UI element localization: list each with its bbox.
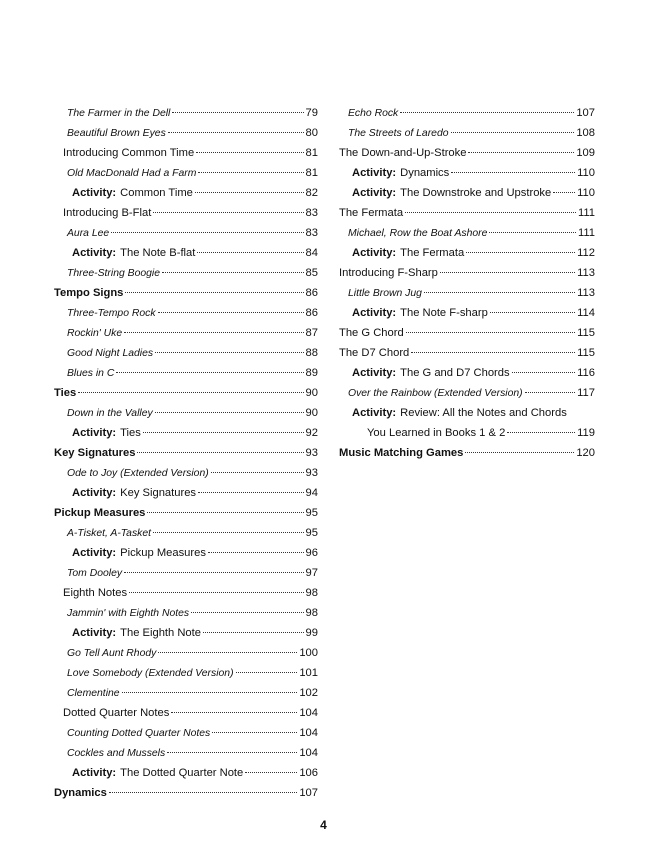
toc-entry-page: 80 [305,127,318,139]
page-number: 4 [320,818,327,832]
toc-entry-title [63,203,151,223]
toc-entry-page: 94 [305,487,318,499]
toc-entry-title [72,483,196,503]
toc-entry-title [348,284,422,304]
toc-entry-page: 107 [299,787,318,799]
toc-entry [339,163,595,183]
dot-leader [440,272,575,273]
toc-entry-page: 106 [299,767,318,779]
dot-leader [203,632,304,633]
toc-entry-text: Blues in C [67,368,115,379]
toc-entry [339,323,595,343]
toc-entry [54,143,318,163]
toc-entry-text: Love Somebody (Extended Version) [67,668,234,679]
toc-entry-text: Introducing B-Flat [63,207,152,219]
toc-entry-text: Counting Dotted Quarter Notes [67,728,211,739]
toc-entry [54,783,318,803]
toc-entry-page: 115 [577,327,595,339]
activity-label: Activity: [72,627,117,639]
toc-entry-text: Clementine [67,688,120,699]
dot-leader [198,172,303,173]
toc-entry-text: Dynamics [400,167,450,179]
dot-leader [78,392,303,393]
toc-entry-page: 113 [577,267,595,279]
toc-entry-page: 112 [577,247,595,259]
toc-entry-text: Rockin' Uke [67,328,123,339]
dot-leader [122,692,298,693]
toc-entry-page: 89 [305,367,318,379]
toc-entry-page: 104 [299,727,318,739]
toc-entry [54,763,318,783]
toc-entry-title [339,443,463,463]
toc-entry-text: Pickup Measures [120,547,206,559]
activity-label: Activity: [72,547,117,559]
toc-entry-page: 102 [299,687,318,699]
toc-entry-page: 109 [576,147,595,159]
toc-entry-title [67,304,156,324]
toc-entry [54,583,318,603]
dot-leader [155,352,303,353]
toc-entry [339,123,595,143]
toc-entry-text: Key Signatures [54,447,136,459]
toc-entry-title [67,464,209,484]
toc-entry-text: Little Brown Jug [348,288,422,299]
toc-entry-page: 99 [305,627,318,639]
toc-entry-text: The Fermata [339,207,404,219]
dot-leader [468,152,574,153]
toc-entry [54,243,318,263]
toc-entry-text: Pickup Measures [54,507,146,519]
toc-entry-title [67,524,151,544]
toc-entry-title [54,503,145,523]
activity-label: Activity: [72,427,117,439]
toc-entry [54,183,318,203]
toc-entry-text: Music Matching Games [339,447,464,459]
dot-leader [153,532,304,533]
toc-entry-title [63,143,194,163]
toc-entry-text: Jammin' with Eighth Notes [67,608,190,619]
toc-entry-page: 116 [577,367,595,379]
toc-entry-page: 110 [577,167,595,179]
toc-entry [339,423,595,443]
dot-leader [197,252,303,253]
toc-entry [54,223,318,243]
dot-leader [143,432,304,433]
toc-entry-text: Three-Tempo Rock [67,308,156,319]
toc-entry [54,263,318,283]
dot-leader [451,132,575,133]
dot-leader [155,412,304,413]
toc-entry-page: 83 [305,207,318,219]
toc-entry-title [54,443,135,463]
toc-entry-title [72,183,193,203]
dot-leader [208,552,304,553]
toc-entry-page: 108 [576,127,595,139]
toc-entry-page: 117 [577,387,595,399]
toc-entry-title [352,163,449,183]
toc-entry-page: 110 [577,187,595,199]
dot-leader [411,352,575,353]
dot-leader [512,372,576,373]
toc-entry-text: Dynamics [54,787,107,799]
activity-label: Activity: [352,307,397,319]
toc-entry-title [72,543,206,563]
toc-entry [339,443,595,463]
toc-entry [339,263,595,283]
toc-entry-title [352,183,551,203]
toc-entry-text: Tempo Signs [54,287,124,299]
toc-entry-text: Aura Lee [67,228,110,239]
toc-entry-page: 115 [577,347,595,359]
toc-entry-text: The G and D7 Chords [400,367,510,379]
toc-entry [339,303,595,323]
toc-entry-page: 93 [305,447,318,459]
toc-entry [54,603,318,623]
toc-entry-text: You Learned in Books 1 & 2 [367,427,506,439]
toc-entry-text: Over the Rainbow (Extended Version) [348,388,523,399]
toc-entry-text: Introducing Common Time [63,147,195,159]
toc-entry [339,283,595,303]
dot-leader [212,732,297,733]
toc-entry-text: The Streets of Laredo [348,128,449,139]
toc-entry-text: A-Tisket, A-Tasket [67,528,152,539]
toc-entry-page: 92 [305,427,318,439]
toc-entry [54,463,318,483]
toc-entry-title [67,644,156,664]
activity-label: Activity: [72,487,117,499]
dot-leader [211,472,304,473]
toc-entry-text: Dotted Quarter Notes [63,707,170,719]
dot-leader [236,672,298,673]
toc-entry-title [348,224,487,244]
dot-leader [125,292,303,293]
toc-entry-title [67,664,234,684]
toc-entry-page: 81 [305,147,318,159]
toc-entry [54,203,318,223]
toc-entry-page: 82 [305,187,318,199]
dot-leader [167,752,297,753]
toc-entry-title [72,763,243,783]
toc-entry-title [54,783,107,803]
toc-entry-title [67,724,210,744]
toc-entry [339,343,595,363]
toc-entry-title [67,604,189,624]
toc-entry [54,743,318,763]
toc-entry-title [67,104,170,124]
toc-entry-title [339,323,404,343]
toc-entry [339,203,595,223]
toc-entry-page: 111 [577,207,595,219]
toc-entry [54,643,318,663]
toc-entry-text: The Note F-sharp [400,307,488,319]
dot-leader [196,152,303,153]
toc-entry-title [352,243,464,263]
toc-entry [54,563,318,583]
toc-right-column [339,103,595,463]
dot-leader [507,432,575,433]
toc-entry-text: Good Night Ladies [67,348,154,359]
toc-entry-page: 93 [305,467,318,479]
toc-entry-text: Cockles and Mussels [67,748,166,759]
toc-entry-title [339,343,409,363]
dot-leader [147,512,303,513]
activity-label: Activity: [72,767,117,779]
toc-entry-title [339,263,438,283]
dot-leader [109,792,297,793]
toc-entry-text: Eighth Notes [63,587,128,599]
toc-entry-page: 120 [576,447,595,459]
toc-entry-page: 87 [305,327,318,339]
toc-entry [54,163,318,183]
dot-leader [129,592,303,593]
activity-label: Activity: [352,187,397,199]
dot-leader [489,232,576,233]
toc-entry-title [67,164,196,184]
toc-entry-title [67,404,153,424]
dot-leader [111,232,303,233]
dot-leader [245,772,297,773]
dot-leader [400,112,574,113]
toc-entry-page: 113 [577,287,595,299]
toc-entry-title [348,384,523,404]
dot-leader [158,312,304,313]
toc-entry [339,403,595,423]
toc-entry-text: The Note B-flat [120,247,196,259]
toc-entry [54,103,318,123]
toc-left-column [54,103,318,803]
dot-leader [116,372,303,373]
toc-entry-title [67,324,122,344]
toc-entry-page: 107 [576,107,595,119]
toc-entry-text: The Eighth Note [120,627,201,639]
toc-entry-text: The Fermata [400,247,465,259]
toc-entry [54,423,318,443]
toc-entry-page: 104 [299,747,318,759]
toc-entry-text: Beautiful Brown Eyes [67,128,166,139]
toc-entry [54,523,318,543]
toc-entry [54,683,318,703]
toc-entry-page: 119 [577,427,595,439]
toc-entry-text: The Farmer in the Dell [67,108,171,119]
toc-entry [54,363,318,383]
toc-entry-text: The D7 Chord [339,347,410,359]
toc-entry [54,703,318,723]
toc-entry [54,663,318,683]
dot-leader [405,212,576,213]
dot-leader [137,452,303,453]
toc-entry-title [339,203,403,223]
toc-entry [54,403,318,423]
toc-entry-title [54,383,76,403]
toc-entry-text: Go Tell Aunt Rhody [67,648,157,659]
toc-entry [54,483,318,503]
dot-leader [424,292,575,293]
toc-entry-title [67,344,153,364]
toc-entry-title [72,423,141,443]
toc-entry-text: Michael, Row the Boat Ashore [348,228,488,239]
toc-entry [54,303,318,323]
toc-entry [54,543,318,563]
dot-leader [153,212,303,213]
toc-entry-title [67,264,160,284]
toc-entry-page: 98 [305,607,318,619]
toc-entry-page: 98 [305,587,318,599]
toc-entry-title [352,303,488,323]
toc-entry [339,243,595,263]
toc-entry-page: 95 [305,507,318,519]
toc-entry-title [339,143,466,163]
toc-entry-title [67,744,165,764]
activity-label: Activity: [352,407,397,419]
dot-leader [124,572,303,573]
dot-leader [406,332,575,333]
toc-entry-title [63,583,127,603]
toc-entry-text: Review: All the Notes and Chords [400,407,567,419]
toc-entry [54,443,318,463]
toc-entry [54,343,318,363]
toc-entry [54,723,318,743]
toc-entry-text: Introducing F-Sharp [339,267,438,279]
toc-entry-page: 114 [577,307,595,319]
toc-entry-page: 84 [305,247,318,259]
toc-entry-title [352,363,510,383]
toc-entry-page: 85 [305,267,318,279]
toc-entry-page: 100 [299,647,318,659]
toc-entry-text: Key Signatures [120,487,197,499]
toc-entry-text: The Dotted Quarter Note [120,767,244,779]
toc-entry-title [352,423,505,443]
toc-entry-page: 90 [305,387,318,399]
dot-leader [553,192,575,193]
activity-label: Activity: [72,247,117,259]
toc-entry [54,123,318,143]
toc-entry-title [72,623,201,643]
toc-entry-text: Common Time [120,187,193,199]
toc-entry [339,363,595,383]
toc-entry [54,323,318,343]
dot-leader [525,392,576,393]
toc-entry-text: The Down-and-Up-Stroke [339,147,467,159]
toc-entry-page: 81 [305,167,318,179]
toc-entry-title [72,243,195,263]
toc-entry [54,283,318,303]
toc-entry-title [63,703,169,723]
activity-label: Activity: [352,167,397,179]
dot-leader [162,272,304,273]
toc-entry-page: 90 [305,407,318,419]
toc-entry-title [54,283,123,303]
activity-label: Activity: [352,247,397,259]
toc-entry-text: Tom Dooley [67,568,123,579]
toc-entry-page: 88 [305,347,318,359]
toc-entry [339,103,595,123]
toc-entry [339,183,595,203]
toc-entry-text: Down in the Valley [67,408,153,419]
dot-leader [168,132,304,133]
dot-leader [158,652,297,653]
toc-entry [339,383,595,403]
toc-entry [54,503,318,523]
toc-entry-text: Three-String Boogie [67,268,160,279]
toc-entry [339,143,595,163]
dot-leader [124,332,303,333]
toc-entry-page: 95 [305,527,318,539]
toc-entry-title [67,684,120,704]
dot-leader [466,252,575,253]
dot-leader [191,612,303,613]
toc-entry-title [348,104,398,124]
toc-entry-title [348,124,449,144]
toc-entry-title [352,403,567,423]
toc-entry-page: 86 [305,287,318,299]
activity-label: Activity: [352,367,397,379]
dot-leader [490,312,575,313]
toc-entry-text: Echo Rock [348,108,399,119]
toc-entry-title [67,564,122,584]
toc-entry [54,383,318,403]
toc-entry [339,223,595,243]
toc-entry-text: Old MacDonald Had a Farm [67,168,197,179]
dot-leader [195,192,304,193]
toc-entry-page: 104 [299,707,318,719]
toc-entry-page: 101 [299,667,318,679]
toc-entry-text: Ties [54,387,77,399]
toc-entry-text: The Downstroke and Upstroke [400,187,552,199]
toc-entry-page: 79 [305,107,318,119]
toc-entry-page: 83 [305,227,318,239]
toc-entry-page: 97 [305,567,318,579]
dot-leader [198,492,304,493]
dot-leader [172,112,303,113]
toc-entry-text: The G Chord [339,327,404,339]
toc-entry-title [67,124,166,144]
dot-leader [465,452,574,453]
toc-entry-text: Ode to Joy (Extended Version) [67,468,209,479]
toc-entry-text: Ties [120,427,141,439]
toc-entry-title [67,224,109,244]
toc-entry-title [67,364,114,384]
toc-entry [54,623,318,643]
toc-entry-page: 111 [577,227,595,239]
dot-leader [451,172,575,173]
toc-entry-page: 86 [305,307,318,319]
toc-entry-page: 96 [305,547,318,559]
dot-leader [171,712,297,713]
activity-label: Activity: [72,187,117,199]
